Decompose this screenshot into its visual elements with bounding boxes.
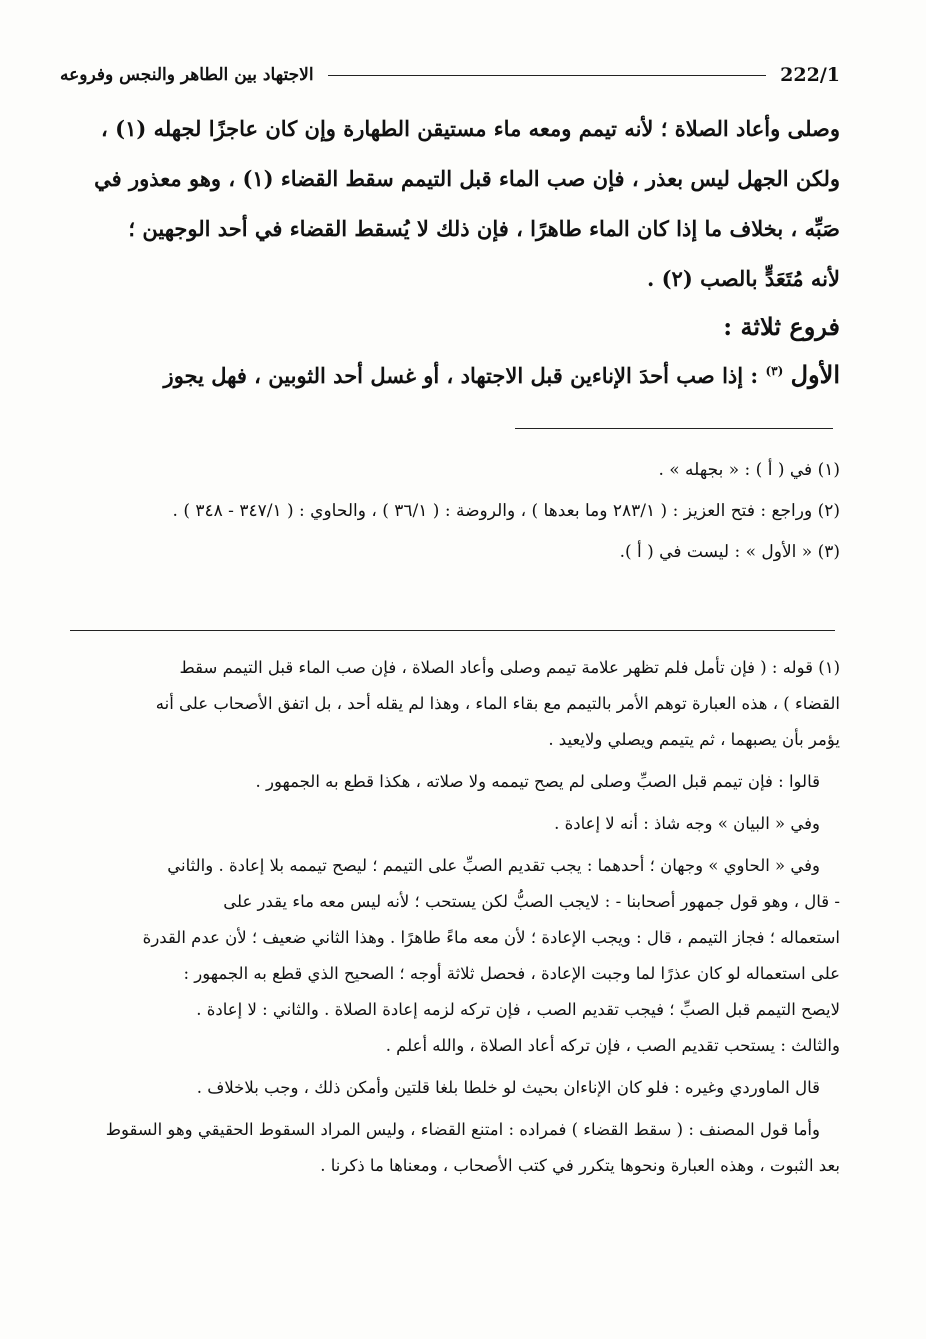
page-number: 222/1	[780, 64, 840, 86]
commentary-line: استعماله ؛ فجاز التيمم ، قال : ويجب الإعادة ؛ لأن معه ماءً طاهرًا . وهذا الثاني ضعيف ؛ لأن عدم القدرة	[142, 928, 840, 947]
first-branch-text: : إذا صب أحدَ الإناءين قبل الاجتهاد ، أو غسل أحد الثوبين ، فهل يجوز	[163, 363, 759, 388]
main-line-first-branch	[60, 350, 840, 400]
commentary-paragraph	[60, 650, 840, 758]
commentary-line: (١) قوله : ( فإن تأمل فلم تظهر علامة تيمم وصلى وأعاد الصلاة ، فإن صب الماء قبل التيمم سقط	[179, 658, 840, 677]
main-text	[60, 104, 840, 400]
commentary-paragraph	[60, 764, 840, 800]
commentary-line: وفي « الحاوي » وجهان ؛ أحدهما : يجب تقديم الصبِّ على التيمم ؛ ليصح تيممه بلا إعادة . والثاني	[167, 856, 820, 875]
first-branch-label: الأول	[790, 360, 840, 389]
footnote: (٢) وراجع : فتح العزيز : ( ٢٨٣/١ وما بعدها ) ، والروضة : ( ٣٦/١ ) ، والحاوي : ( ٣٤٧/١ - ٣٤٨ ) .	[172, 501, 840, 521]
commentary-line: بعد الثبوت ، وهذه العبارة ونحوها يتكرر في كتب الأصحاب ، ومعناها ما ذكرنا .	[320, 1156, 840, 1175]
commentary-line: قالوا : فإن تيمم قبل الصبِّ وصلى لم يصح تيممه ولا صلاته ، هكذا قطع به الجمهور .	[255, 772, 820, 791]
main-line: ولكن الجهل ليس بعذر ، فإن صب الماء قبل التيمم سقط القضاء (١) ، وهو معذور في	[94, 166, 840, 191]
main-line: وصلى وأعاد الصلاة ؛ لأنه تيمم ومعه ماء مستيقن الطهارة وإن كان عاجزًا لجهله (١) ،	[101, 116, 840, 141]
header-rule	[328, 75, 767, 76]
running-title: الاجتهاد بين الطاهر والنجس وفروعه	[60, 65, 314, 85]
footnote: (٣) « الأول » : ليست في ( أ ).	[619, 542, 840, 562]
footnote-marker: (٣)	[765, 364, 784, 378]
commentary-paragraph	[60, 848, 840, 1064]
commentary-line: يؤمر بأن يصبهما ، ثم يتيمم ويصلي ولايعيد .	[548, 730, 840, 749]
commentary-line: على استعماله لو كان عذرًا لما وجبت الإعادة ، فحصل ثلاثة أوجه ؛ الصحيح الذي قطع به الجمهور :	[183, 964, 840, 983]
subheading: فروع ثلاثة :	[723, 312, 840, 341]
commentary-paragraph	[60, 1112, 840, 1184]
commentary-line: قال الماوردي وغيره : فلو كان الإناءان بحيث لو خلطا بلغا قلتين وأمكن ذلك ، وجب بلاخلاف .	[196, 1078, 820, 1097]
commentary-line: القضاء ) ، هذه العبارة توهم الأمر بالتيمم مع بقاء الماء ، وهذا لم يقله أحد ، بل اتفق الأصحاب على أنه	[155, 694, 840, 713]
main-line: لأنه مُتَعَدٍّ بالصب (٢) .	[646, 266, 840, 291]
main-line: صَبِّه ، بخلاف ما إذا كان الماء طاهرًا ، فإن ذلك لا يُسقط القضاء في أحد الوجهين ؛	[128, 216, 840, 241]
commentary-line: لايصح التيمم قبل الصبِّ ؛ فيجب تقديم الصب ، فإن تركه لزمه إعادة الصلاة . والثاني : لا إعادة .	[196, 1000, 840, 1019]
commentary	[60, 650, 840, 1190]
commentary-line: - قال ، وهو قول جمهور أصحابنا - : لايجب الصبُّ لكن يستحب ؛ لأنه ليس معه ماء يقدر على	[223, 892, 840, 911]
commentary-line: والثالث : يستحب تقديم الصب ، فإن تركه أعاد الصلاة ، والله أعلم .	[385, 1036, 840, 1055]
commentary-line: وفي « البيان » وجه شاذ : أنه لا إعادة .	[554, 814, 820, 833]
commentary-paragraph	[60, 1070, 840, 1106]
footnotes	[60, 450, 840, 573]
footnote-separator	[515, 428, 833, 429]
page-header	[60, 58, 840, 92]
commentary-separator	[70, 630, 835, 631]
commentary-line: وأما قول المصنف : ( سقط القضاء ) فمراده : امتنع القضاء ، وليس المراد السقوط الحقيقي وهو السقوط	[105, 1120, 820, 1139]
footnote: (١) في ( أ ) : « بجهله » .	[658, 460, 840, 480]
commentary-paragraph	[60, 806, 840, 842]
